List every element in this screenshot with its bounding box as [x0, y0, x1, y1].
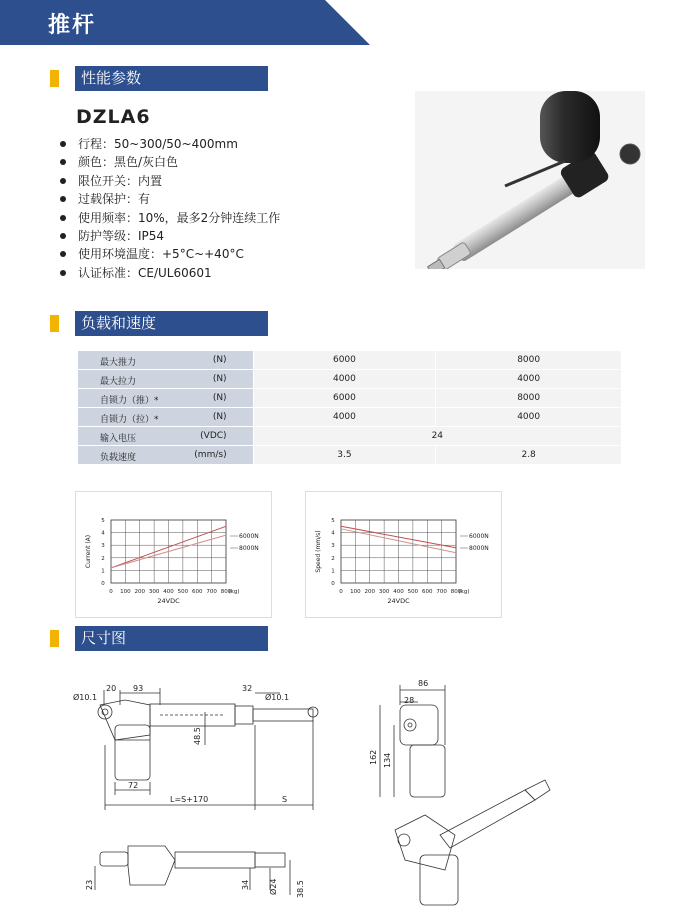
- row-label-text: 自锁力（推）*: [100, 396, 159, 406]
- section-title-params: 性能参数: [75, 66, 268, 91]
- current-chart: [75, 491, 272, 618]
- table-row: [78, 389, 622, 408]
- table-cell: 4000: [436, 408, 622, 427]
- y-tick-label: 1: [331, 568, 335, 575]
- row-label: [78, 389, 254, 408]
- dim-label: Ø10.1: [73, 693, 98, 702]
- section-header-dims: [50, 626, 268, 651]
- top-view-drawing: [95, 846, 290, 895]
- y-tick-label: 3: [331, 543, 335, 550]
- y-axis-label: Speed (mm/s): [315, 530, 322, 573]
- dim-label: 72: [128, 781, 139, 790]
- x-tick-label: 400: [163, 589, 174, 595]
- load-speed-table: [77, 350, 622, 465]
- y-tick-label: 4: [101, 530, 105, 537]
- table-cell: 4000: [253, 408, 436, 427]
- y-tick-label: 2: [331, 555, 335, 562]
- spec-item: 过载保护：有: [58, 190, 280, 208]
- legend-label: 6000N: [469, 533, 489, 540]
- table-cell: 2.8: [436, 446, 622, 465]
- spec-item: 认证标准：CE/UL60601: [58, 264, 280, 282]
- front-view-drawing: [380, 685, 445, 797]
- row-label: [78, 427, 254, 446]
- spec-list: [58, 135, 280, 282]
- table-cell: 6000: [253, 389, 436, 408]
- table-cell: 24: [253, 427, 621, 446]
- spec-item: 颜色：黑色/灰白色: [58, 153, 280, 171]
- row-label-text: 最大推力: [100, 358, 137, 368]
- x-tick-label: 300: [378, 589, 390, 595]
- dim-label: 38.5: [296, 880, 305, 898]
- dim-label: 28: [404, 696, 415, 705]
- row-unit: (N): [212, 374, 227, 384]
- section-title-dims: 尺寸图: [75, 626, 268, 651]
- row-label-text: 自锁力（拉）*: [100, 415, 159, 425]
- side-view-drawing: [98, 688, 318, 810]
- y-axis-label: Current (A): [85, 534, 92, 569]
- table-row: [78, 408, 622, 427]
- dim-label: Ø10.1: [265, 693, 290, 702]
- model-name: DZLA6: [76, 106, 151, 128]
- dim-label: Ø24: [269, 878, 278, 895]
- x-tick-label: 100: [120, 589, 131, 595]
- x-axis-label: 24VDC: [157, 597, 180, 605]
- dim-label: 93: [133, 684, 144, 693]
- table-row: [78, 446, 622, 465]
- x-axis-label: 24VDC: [387, 597, 410, 605]
- row-label: [78, 408, 254, 427]
- section-header-params: [50, 66, 268, 91]
- dim-label: S: [282, 795, 288, 804]
- table-cell: 3.5: [253, 446, 436, 465]
- x-tick-label: 600: [192, 589, 203, 595]
- table-cell: 8000: [436, 389, 622, 408]
- y-tick-label: 2: [101, 555, 105, 562]
- dim-label: 32: [242, 684, 253, 693]
- section-marker: [50, 315, 59, 332]
- y-tick-label: 1: [101, 568, 105, 575]
- side-view-labels: [73, 684, 289, 804]
- table-cell: 8000: [436, 351, 622, 370]
- current-chart-svg: [76, 492, 271, 617]
- front-view-labels: [369, 679, 428, 768]
- isometric-view-drawing: [395, 780, 550, 905]
- section-header-load: [50, 311, 268, 336]
- legend-label: 8000N: [469, 545, 489, 552]
- page-title: 推杆: [48, 13, 97, 38]
- x-tick-label: 100: [350, 589, 361, 595]
- spec-item: 防护等级：IP54: [58, 227, 280, 245]
- top-view-labels: [85, 879, 305, 898]
- row-unit: (N): [212, 355, 227, 365]
- x-unit-label: (kg): [458, 589, 470, 595]
- y-tick-label: 5: [101, 518, 105, 524]
- x-tick-label: 400: [393, 589, 404, 595]
- x-tick-label: 200: [134, 589, 145, 595]
- x-tick-label: 700: [206, 589, 217, 595]
- row-label-text: 负载速度: [100, 453, 137, 463]
- row-unit: (VDC): [200, 431, 227, 441]
- spec-item: 行程：50~300/50~400mm: [58, 135, 280, 153]
- speed-chart: [305, 491, 502, 618]
- y-tick-label: 0: [101, 581, 105, 587]
- dim-label: 48.5: [193, 727, 202, 745]
- actuator-illustration: [415, 91, 645, 269]
- y-tick-label: 4: [331, 530, 335, 537]
- product-photo: [415, 91, 645, 269]
- row-unit: (N): [212, 393, 227, 403]
- section-marker: [50, 70, 59, 87]
- x-unit-label: (kg): [228, 589, 240, 595]
- dim-label: 162: [369, 749, 378, 765]
- spec-item: 限位开关：内置: [58, 172, 280, 190]
- dim-label: L=S+170: [170, 795, 209, 804]
- spec-item: 使用频率：10%，最多2分钟连续工作: [58, 209, 280, 227]
- row-label: [78, 351, 254, 370]
- table-cell: 6000: [253, 351, 436, 370]
- x-tick-label: 500: [177, 589, 189, 595]
- dim-label: 134: [383, 752, 392, 768]
- dim-label: 20: [106, 684, 117, 693]
- x-tick-label: 800: [220, 589, 232, 595]
- speed-chart-svg: [306, 492, 501, 617]
- table-cell: 4000: [253, 370, 436, 389]
- x-tick-label: 200: [364, 589, 375, 595]
- row-unit: (mm/s): [194, 450, 227, 460]
- y-tick-label: 3: [101, 543, 105, 550]
- table-row: [78, 351, 622, 370]
- row-unit: (N): [212, 412, 227, 422]
- table-row: [78, 370, 622, 389]
- dim-label: 34: [241, 879, 250, 890]
- row-label-text: 输入电压: [100, 434, 137, 444]
- y-tick-label: 5: [331, 518, 335, 524]
- x-tick-label: 500: [407, 589, 419, 595]
- x-tick-label: 700: [436, 589, 447, 595]
- x-tick-label: 600: [422, 589, 433, 595]
- table-cell: 4000: [436, 370, 622, 389]
- x-tick-label: 300: [148, 589, 160, 595]
- spec-item: 使用环境温度：+5°C~+40°C: [58, 245, 280, 263]
- x-tick-label: 800: [450, 589, 462, 595]
- x-tick-label: 0: [339, 589, 343, 595]
- legend-label: 8000N: [239, 545, 259, 552]
- dim-label: 23: [85, 879, 94, 890]
- table-row: [78, 427, 622, 446]
- row-label: [78, 446, 254, 465]
- row-label: [78, 370, 254, 389]
- section-title-load: 负载和速度: [75, 311, 268, 336]
- dim-label: 86: [418, 679, 429, 688]
- y-tick-label: 0: [331, 581, 335, 587]
- row-label-text: 最大拉力: [100, 377, 137, 387]
- x-tick-label: 0: [109, 589, 113, 595]
- section-marker: [50, 630, 59, 647]
- page-header: [0, 0, 370, 45]
- legend-label: 6000N: [239, 533, 259, 540]
